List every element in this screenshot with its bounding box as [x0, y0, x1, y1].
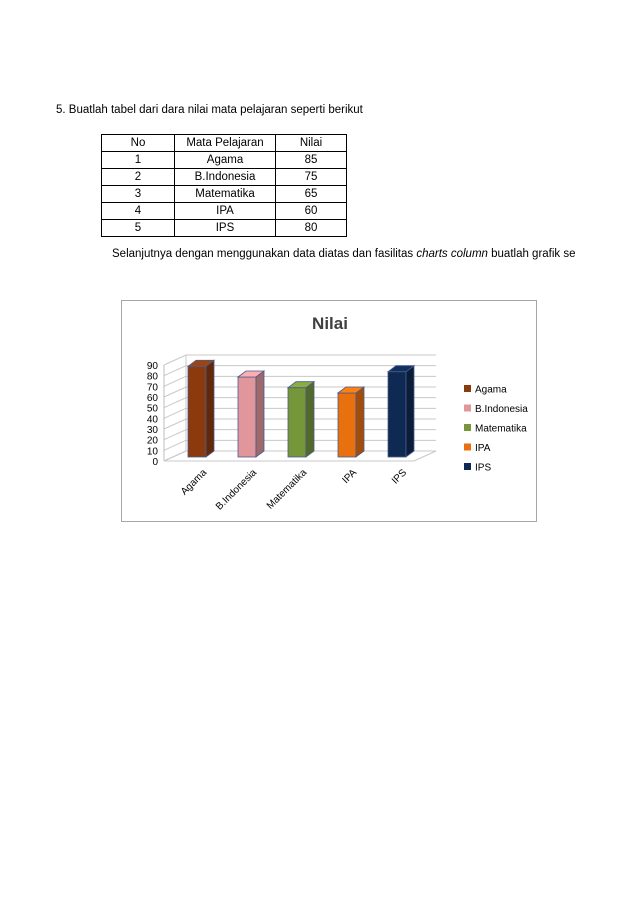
header-score: Nilai [276, 135, 347, 152]
gridline-side [164, 398, 186, 408]
bar-front [338, 393, 356, 457]
instruction-before: Selanjutnya dengan menggunakan data diatas dan fasilitas [112, 248, 417, 260]
gridline-side [164, 440, 186, 450]
y-tick-label: 50 [146, 403, 158, 415]
bar-front [238, 377, 256, 457]
bar-side [306, 382, 314, 457]
cell-score: 65 [276, 186, 347, 203]
chart-title: Nilai [312, 314, 348, 333]
instruction-after: buatlah grafik se [487, 248, 576, 260]
cell-no: 4 [102, 203, 175, 220]
gridline-side [164, 408, 186, 418]
y-tick-label: 90 [146, 361, 158, 372]
x-tick-label: Matematika [264, 467, 310, 512]
question-text: 5. Buatlah tabel dari dara nilai mata pelajaran seperti berikut [56, 104, 363, 116]
bar-side [406, 366, 414, 457]
legend-label: IPA [475, 443, 491, 454]
legend-label: B.Indonesia [475, 404, 528, 415]
bar-side [256, 371, 264, 457]
x-tick-label: B.Indonesia [213, 467, 260, 513]
gridline-side [164, 376, 186, 386]
y-tick-label: 30 [146, 425, 158, 436]
bar-front [388, 372, 406, 457]
cell-no: 2 [102, 169, 175, 186]
table-row [102, 220, 347, 237]
table-row [102, 186, 347, 203]
cell-subject: IPA [175, 203, 276, 220]
table-row [102, 152, 347, 169]
cell-no: 3 [102, 186, 175, 203]
chart-canvas [122, 301, 538, 523]
legend-swatch [464, 463, 471, 470]
bar-front [188, 366, 206, 457]
y-tick-label: 70 [146, 382, 158, 394]
cell-subject: B.Indonesia [175, 169, 276, 186]
grades-table [101, 134, 347, 237]
cell-subject: Matematika [175, 186, 276, 203]
gridline-side [164, 366, 186, 376]
instruction-emphasis: charts column [416, 248, 488, 260]
column-chart [121, 300, 537, 522]
table-row [102, 203, 347, 220]
legend-swatch [464, 385, 471, 392]
x-tick-label: IPS [389, 467, 410, 487]
header-subject: Mata Pelajaran [175, 135, 276, 152]
y-tick-label: 10 [146, 446, 158, 458]
y-tick-label: 80 [146, 371, 158, 383]
cell-score: 80 [276, 220, 347, 237]
header-no: No [102, 135, 175, 152]
cell-no: 1 [102, 152, 175, 169]
y-tick-label: 0 [152, 457, 158, 468]
x-tick-label: IPA [340, 467, 360, 487]
instruction-text [112, 248, 576, 260]
cell-no: 5 [102, 220, 175, 237]
y-tick-label: 60 [146, 393, 158, 404]
cell-subject: Agama [175, 152, 276, 169]
bar-side [206, 360, 214, 457]
legend-label: IPS [475, 462, 492, 474]
legend-label: Matematika [475, 423, 527, 435]
gridline-side [164, 419, 186, 429]
gridline-side [164, 387, 186, 397]
cell-subject: IPS [175, 220, 276, 237]
legend-label: Agama [475, 384, 507, 396]
x-tick-label: Agama [178, 467, 210, 498]
bar-side [356, 387, 364, 457]
gridline-side [164, 355, 186, 365]
cell-score: 75 [276, 169, 347, 186]
legend-swatch [464, 424, 471, 431]
gridline-side [164, 430, 186, 440]
cell-score: 85 [276, 152, 347, 169]
y-tick-label: 20 [146, 435, 158, 447]
cell-score: 60 [276, 203, 347, 220]
bar-front [288, 388, 306, 457]
legend-swatch [464, 444, 471, 451]
table-row [102, 169, 347, 186]
table-header-row [102, 135, 347, 152]
legend-swatch [464, 405, 471, 412]
y-tick-label: 40 [146, 414, 158, 426]
